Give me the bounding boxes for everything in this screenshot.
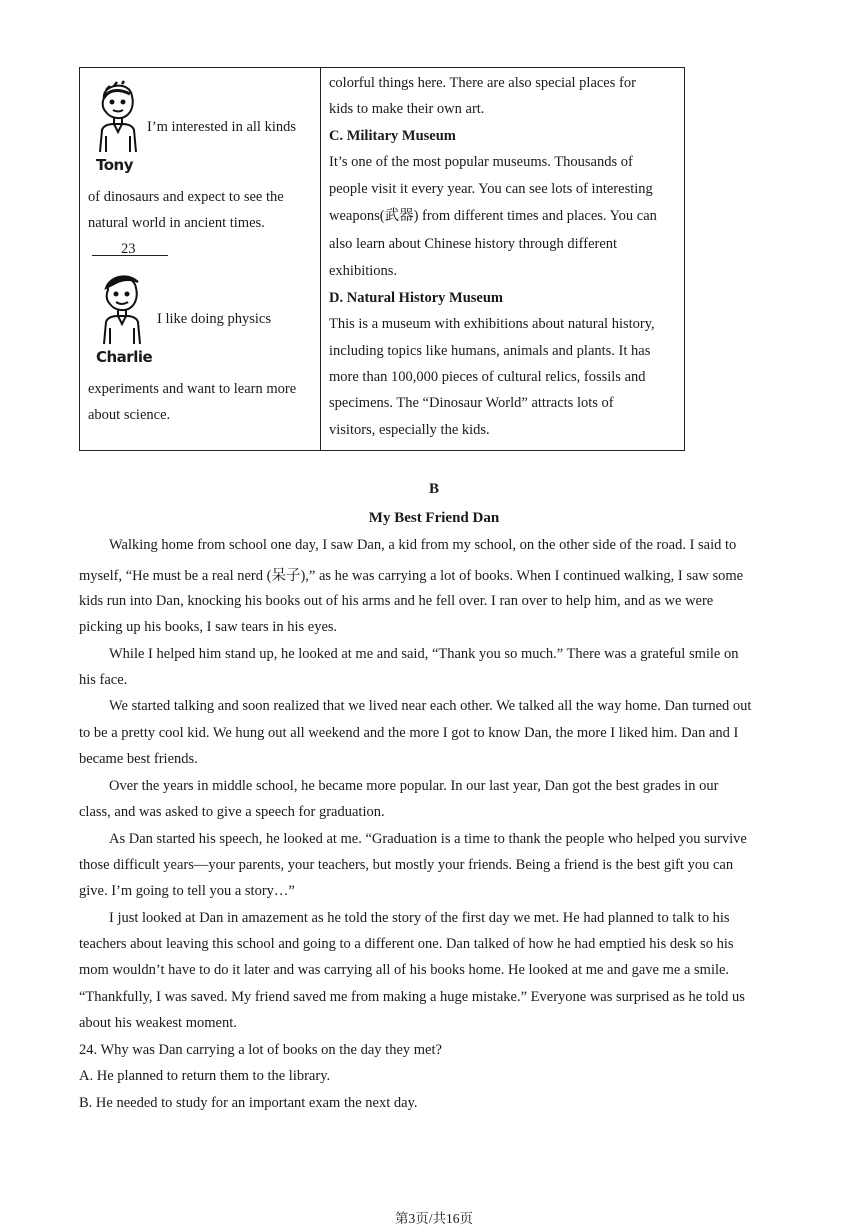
museum-c-line-4: also learn about Chinese history through different [329,236,618,252]
museum-c-title: C. Military Museum [329,128,456,144]
tony-text-line-1: I’m interested in all kinds [147,119,296,135]
tony-text-line-3: natural world in ancient times. [88,215,265,231]
passage-line: those difficult years—your parents, your teachers, but mostly your friends. Being a friend is the best gift you can [79,857,734,873]
passage-line: Over the years in middle school, he became more popular. In our last year, Dan got the best grades in our [109,778,719,794]
section-letter: B [428,481,439,497]
museum-intro-line-2: kids to make their own art. [329,101,485,117]
passage-line: became best friends. [79,751,198,767]
museum-c-line-2: people visit it every year. You can see lots of interesting [329,181,653,197]
blank-number: 23 [121,241,136,257]
passage-line: class, and was asked to give a speech for graduation. [79,804,385,820]
passage-line: As Dan started his speech, he looked at me. “Graduation is a time to thank the people who helped you survive [109,831,747,847]
passage-line: I just looked at Dan in amazement as he told the story of the first day we met. He had planned to talk to his [109,910,730,926]
passage-line: picking up his books, I saw tears in his eyes. [79,619,338,635]
passage-line: Walking home from school one day, I saw Dan, a kid from my school, on the other side of the road. I said to [109,537,737,553]
table-divider [320,68,321,450]
question-24-option-a[interactable]: A. He planned to return them to the library. [79,1068,331,1084]
charlie-figure-icon [94,270,150,346]
passage-line: his face. [79,672,128,688]
museum-d-title: D. Natural History Museum [329,290,503,306]
charlie-name-label: Charlie [96,348,153,366]
charlie-text-line-2: experiments and want to learn more [88,381,297,397]
museum-d-line-5: visitors, especially the kids. [329,422,490,438]
passage-line: “Thankfully, I was saved. My friend saved me from making a huge mistake.” Everyone was surprised as he told us [79,989,745,1005]
museum-c-line-1: It’s one of the most popular museums. Thousands of [329,154,633,170]
passage-title: My Best Friend Dan [368,510,500,526]
passage-line: While I helped him stand up, he looked at me and said, “Thank you so much.” There was a grateful smile on [109,646,739,662]
tony-text-line-2: of dinosaurs and expect to see the [88,189,284,205]
passage-line: mom wouldn’t have to do it later and was carrying all of his books home. He looked at me and gave me a smile. [79,962,730,978]
museum-d-line-1: This is a museum with exhibitions about natural history, [329,316,655,332]
charlie-text-line-1: I like doing physics [157,311,271,327]
passage-line: teachers about leaving this school and going to a different one. Dan talked of how he had emptied his desk so his [79,936,734,952]
tony-name-label: Tony [96,156,134,174]
museum-intro-line-1: colorful things here. There are also special places for [329,75,636,91]
question-24-stem: 24. Why was Dan carrying a lot of books on the day they met? [79,1042,442,1058]
passage-line: kids run into Dan, knocking his books out of his arms and he fell over. I ran over to help him, and as we were [79,593,714,609]
tony-figure-icon [90,76,146,154]
page-number-footer: 第3页/共16页 [394,1211,473,1226]
question-24-option-b[interactable]: B. He needed to study for an important exam the next day. [79,1095,418,1111]
passage-line: myself, “He must be a real nerd (呆子),” as he was carrying a lot of books. When I continued walking, I saw some [79,568,744,584]
museum-c-line-5: exhibitions. [329,263,398,279]
museum-d-line-4: specimens. The “Dinosaur World” attracts lots of [329,395,614,411]
passage-line: to be a pretty cool kid. We hung out all weekend and the more I got to know Dan, the more I liked him. Dan and I [79,725,739,741]
charlie-text-line-3: about science. [88,407,171,423]
passage-line: about his weakest moment. [79,1015,237,1031]
passage-line: give. I’m going to tell you a story…” [79,883,295,899]
museum-d-line-2: including topics like humans, animals and plants. It has [329,343,651,359]
museum-c-line-3: weapons(武器) from different times and places. You can [329,208,657,224]
passage-line: We started talking and soon realized that we lived near each other. We talked all the way home. Dan turned out [109,698,752,714]
museum-d-line-3: more than 100,000 pieces of cultural relics, fossils and [329,369,646,385]
